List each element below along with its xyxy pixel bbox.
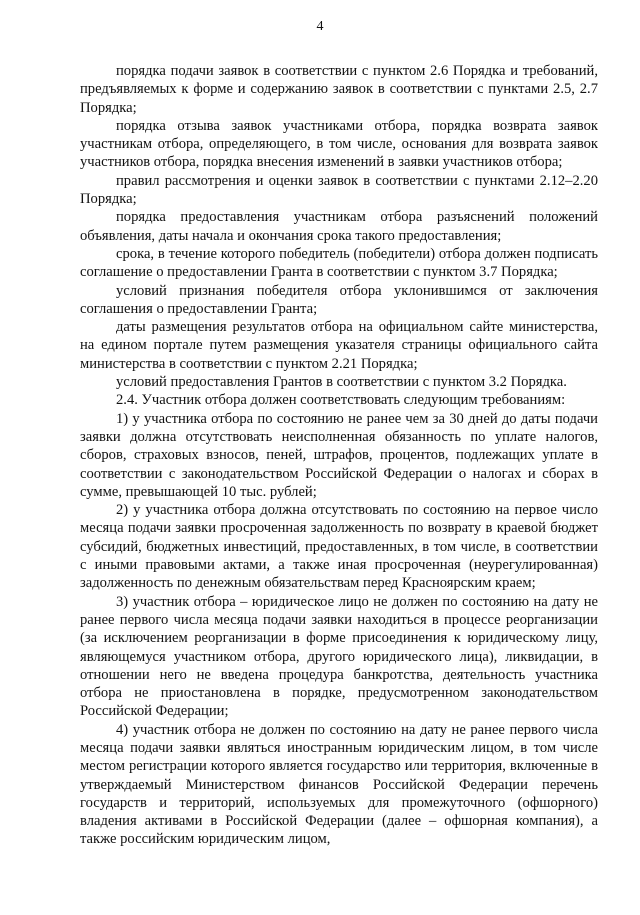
paragraph-results-publication: даты размещения результатов отбора на официальном сайте министерства, на едином портале путем размещения указателя страницы официального сайта министерства в соответствии с пунктом 2.21 Порядка; (80, 319, 598, 372)
paragraph-evasion-conditions: условий признания победителя отбора уклонившимся от заключения соглашения о предоставлении Гранта; (80, 282, 598, 317)
paragraph-clarifications: порядка предоставления участникам отбора разъяснений положений объявления, даты начала и окончания срока такого предоставления; (80, 209, 598, 244)
paragraph-withdrawal-procedure: порядка отзыва заявок участниками отбора, порядка возврата заявок участникам отбора, определяющего, в том числе, основания для возврата заявок участников отбора, порядка внесения изменений в заявки участников отбора; (80, 117, 598, 171)
paragraph-grant-conditions: условий предоставления Грантов в соответствии с пунктом 3.2 Порядка. (116, 374, 567, 391)
paragraph-agreement-deadline: срока, в течение которого победитель (победители) отбора должен подписать соглашение о предоставлении Гранта в соответствии с пунктом 3.7 Порядка; (80, 245, 598, 281)
paragraph-requirement-4: 4) участник отбора не должен по состоянию на дату не ранее первого числа месяца подачи заявки являться иностранным юридическим лицом, в том числе местом регистрации которого является государство или территория, включенные в утверждаемый Министерством финансов Российской Федерации перечень государств и территорий, используемых для промежуточного (офшорного) владения активами в Российской Федерации (далее – офшорная компания), а также российским юридическим лицом, (80, 721, 598, 848)
paragraph-requirement-1: 1) у участника отбора по состоянию не ранее чем за 30 дней до даты подачи заявки должна отсутствовать неисполненная обязанность по уплате налогов, сборов, страховых взносов, пеней, штрафов, процентов, подлежащих уплате в соответствии с законодательством Российской Федерации о налогах и сборах в сумме, превышающей 10 тыс. рублей; (80, 410, 598, 500)
paragraph-review-rules: правил рассмотрения и оценки заявок в соответствии с пунктами 2.12–2.20 Порядка; (80, 172, 598, 208)
paragraph-requirement-3: 3) участник отбора – юридическое лицо не должен по состоянию на дату не ранее первого числа месяца подачи заявки находиться в процессе реорганизации (за исключением реорганизации в форме присоединения к юридическому лицу, являющемуся участником отбора, другого юридического лица), ликвидации, в отношении него не введена процедура банкротства, деятельность участника отбора не приостановлена в порядке, предусмотренном законодательством Российской Федерации; (80, 593, 598, 720)
paragraph-section-2-4: 2.4. Участник отбора должен соответствовать следующим требованиям: (116, 392, 566, 409)
paragraph-application-procedure: порядка подачи заявок в соответствии с пунктом 2.6 Порядка и требований, предъявляемых к форме и содержанию заявок в соответствии с пунктами 2.5, 2.7 Порядка; (80, 63, 598, 116)
paragraph-requirement-2: 2) у участника отбора должна отсутствовать по состоянию на первое число месяца подачи заявки просроченная задолженность по возврату в краевой бюджет субсидий, бюджетных инвестиций, предоставленных, в том числе, в соответствии с иными правовыми актами, а также иная просроченная (неурегулированная) задолженность по денежным обязательствам перед Красноярским краем; (80, 502, 598, 592)
page-number: 4 (316, 19, 324, 34)
document-body (80, 62, 598, 849)
